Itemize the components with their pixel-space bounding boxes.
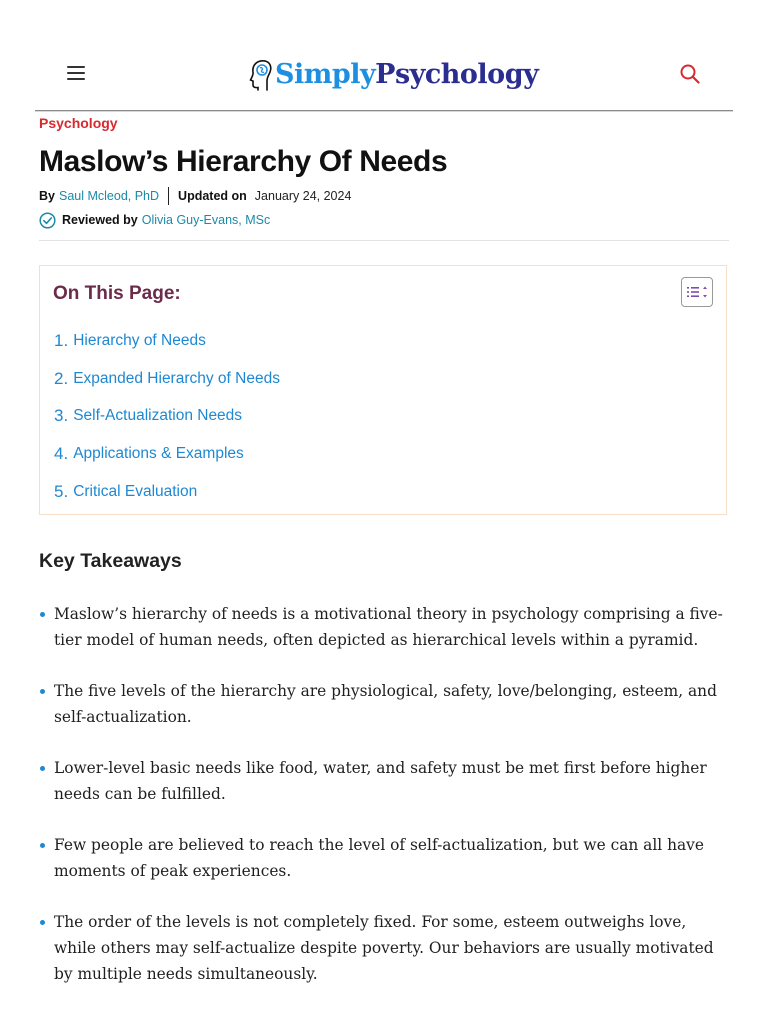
- toc-item-number: 5.: [54, 482, 69, 502]
- toc-item[interactable]: [54, 360, 280, 398]
- list-item: The five levels of the hierarchy are physiological, safety, love/belonging, esteem, and self-actualization.: [39, 678, 729, 730]
- key-takeaways-list: [39, 601, 729, 1012]
- list-item: Few people are believed to reach the level of self-actualization, but we can all have moments of peak experiences.: [39, 832, 729, 884]
- updated-label: Updated on: [178, 189, 247, 203]
- reviewed-by: [39, 211, 270, 229]
- search-icon[interactable]: [679, 63, 701, 85]
- toc-item-label: Applications & Examples: [73, 445, 244, 463]
- toc-title: On This Page:: [53, 283, 181, 304]
- list-item: The order of the levels is not completely fixed. For some, esteem outweighs love, while others may self-actualize despite poverty. Our behaviors are usually motivated by multiple needs simultaneously.: [39, 909, 729, 987]
- check-circle-icon: [39, 212, 56, 229]
- by-label: By: [39, 189, 55, 203]
- toc-item-number: 4.: [54, 444, 69, 464]
- hamburger-menu-icon[interactable]: [67, 66, 85, 80]
- toc-item[interactable]: [54, 473, 280, 511]
- logo-text-psychology: Psychology: [375, 59, 539, 90]
- head-brain-logo-icon: [248, 59, 274, 91]
- byline: [39, 187, 351, 205]
- toc-item-number: 3.: [54, 406, 69, 426]
- list-item: Lower-level basic needs like food, water, and safety must be met first before higher needs can be fulfilled.: [39, 755, 729, 807]
- site-logo[interactable]: [248, 58, 538, 92]
- page-title: Maslow’s Hierarchy Of Needs: [39, 145, 448, 178]
- author-link[interactable]: Saul Mcleod, PhD: [58, 189, 160, 203]
- logo-text-simply: Simply: [275, 59, 376, 90]
- key-takeaways-heading: Key Takeaways: [39, 550, 182, 572]
- byline-divider: [168, 187, 169, 205]
- toc-toggle-button[interactable]: [681, 277, 713, 307]
- toc-item-number: 1.: [54, 330, 69, 350]
- reviewed-label: Reviewed by: [62, 213, 138, 227]
- toc-item[interactable]: [54, 322, 280, 360]
- toc-item[interactable]: [54, 398, 280, 436]
- toc-item-label: Hierarchy of Needs: [73, 331, 206, 349]
- category-link[interactable]: Psychology: [39, 115, 118, 131]
- table-of-contents: [39, 265, 727, 515]
- toc-item-label: Self-Actualization Needs: [73, 407, 243, 425]
- updated-date: January 24, 2024: [254, 189, 352, 203]
- toc-item[interactable]: [54, 435, 280, 473]
- toc-item-label: Critical Evaluation: [73, 483, 198, 501]
- toc-list: [54, 322, 280, 511]
- list-item: Maslow’s hierarchy of needs is a motivational theory in psychology comprising a five-tier model of human needs, often depicted as hierarchical levels within a pyramid.: [39, 601, 729, 653]
- header-divider: [39, 240, 729, 241]
- site-header: [35, 38, 733, 111]
- toc-item-number: 2.: [54, 368, 69, 388]
- toc-list-toggle-icon: [686, 285, 708, 299]
- reviewer-link[interactable]: Olivia Guy-Evans, MSc: [141, 213, 271, 227]
- toc-item-label: Expanded Hierarchy of Needs: [73, 369, 280, 387]
